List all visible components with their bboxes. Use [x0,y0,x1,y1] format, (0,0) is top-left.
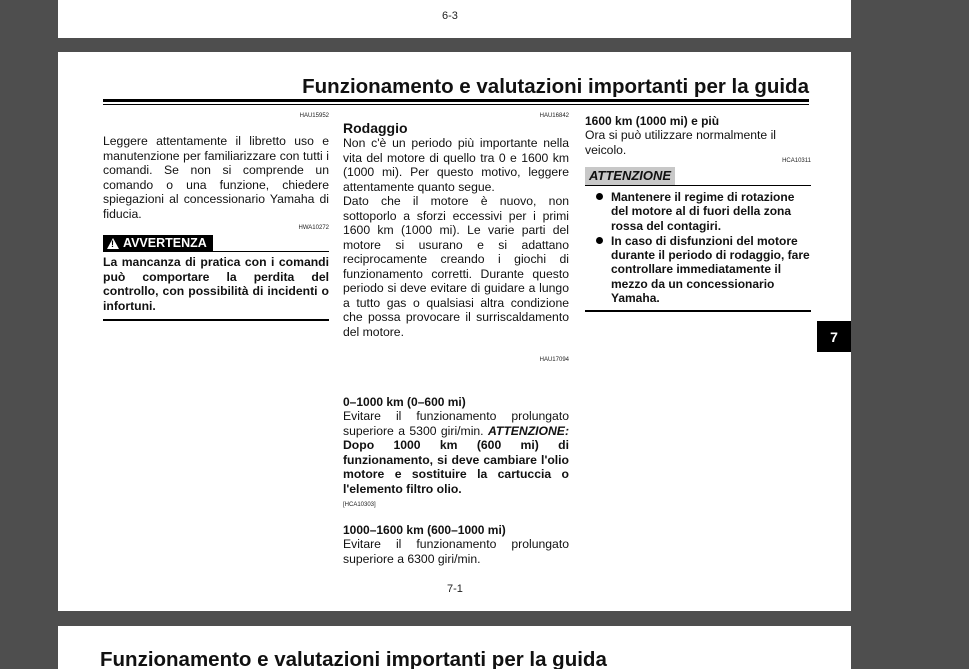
paragraph: Non c'è un periodo più importante nella vita del motore di quello tra 0 e 1600 km (1000 mi). Per questo motivo, leggere attentamente quanto segue. [343,136,569,194]
paragraph [343,409,569,496]
attention-end-rule [585,310,811,312]
paragraph: Evitare il funzionamento prolungato superiore a 6300 giri/min. [343,537,569,566]
ref-code: HCA10311 [782,158,811,164]
chapter-title: Funzionamento e valutazioni importanti per la guida [302,75,809,98]
list-item: In caso di disfunzioni del motore durante il periodo di rodaggio, fare controllare immediatamente il mezzo da un concessionario Yamaha. [585,234,811,305]
subheading: 1600 km (1000 mi) e più [585,114,720,128]
attention-text: Dopo 1000 km (600 mi) di funzionamento, si deve cambiare l'olio motore e sostituire la cartuccia o l'elemento filtro olio. [343,438,569,496]
attention-list [585,190,811,305]
next-page [58,626,851,669]
subheading: 0–1000 km (0–600 mi) [343,395,466,409]
column-2 [343,112,569,566]
ref-code: HWA10272 [298,225,329,231]
list-item: Mantenere il regime di rotazione del motore al di fuori della zona rossa del contagiri. [585,190,811,233]
bullet-icon [596,237,603,244]
warning-badge [103,235,213,252]
chapter-title: Funzionamento e valutazioni importanti per la guida [100,648,607,669]
page-number: 6-3 [442,10,458,22]
warning-end-rule [103,319,329,321]
column-3 [585,114,811,312]
previous-page [58,0,851,38]
subheading: 1000–1600 km (600–1000 mi) [343,523,506,537]
paragraph: Dato che il motore è nuovo, non sottoporlo a sforzi eccessivi per i primi 1600 km (1000 mi). Le varie parti del motore si usurano e si adattano reciprocamente creando i giochi di funzionamento corretti. Durante questo periodo si deve evitare di guidare a lungo a tutto gas o qualsiasi altra condizione che possa provocare il surriscaldamento del motore. [343,194,569,339]
column-1 [103,112,329,321]
paragraph: Ora si può utilizzare normalmente il veicolo. [585,128,777,157]
warning-box [103,235,329,252]
chapter-tab: 7 [817,321,851,352]
paragraph-text: Evitare il funzionamento prolungato superiore a 5300 giri/min. [343,409,569,438]
ref-code: HAU17094 [539,357,569,363]
current-page [58,52,851,611]
ref-code: [HCA10303] [343,502,376,508]
attention-inline: ATTENZIONE: [487,423,569,438]
ref-code: HAU16842 [539,113,569,119]
page-number: 7-1 [447,583,463,595]
attention-box [585,167,811,186]
bullet-icon [596,193,603,200]
intro-paragraph: Leggere attentamente il libretto uso e manutenzione per familiarizzare con tutti i comandi. Se non si comprende un comando o una funzione, chiedere spiegazioni al concessionario Yamaha di fiducia. [103,134,329,221]
warning-label: AVVERTENZA [123,236,207,250]
ref-code: HAU15952 [299,113,329,119]
warning-triangle-icon [107,238,119,249]
warning-text: La mancanza di pratica con i comandi può comportare la perdita del controllo, con possibilità di incidenti o infortuni. [103,255,329,313]
header-rule [103,99,809,102]
header-rule-thin [103,104,809,105]
attention-label: ATTENZIONE [585,167,675,185]
section-heading: Rodaggio [343,120,408,136]
